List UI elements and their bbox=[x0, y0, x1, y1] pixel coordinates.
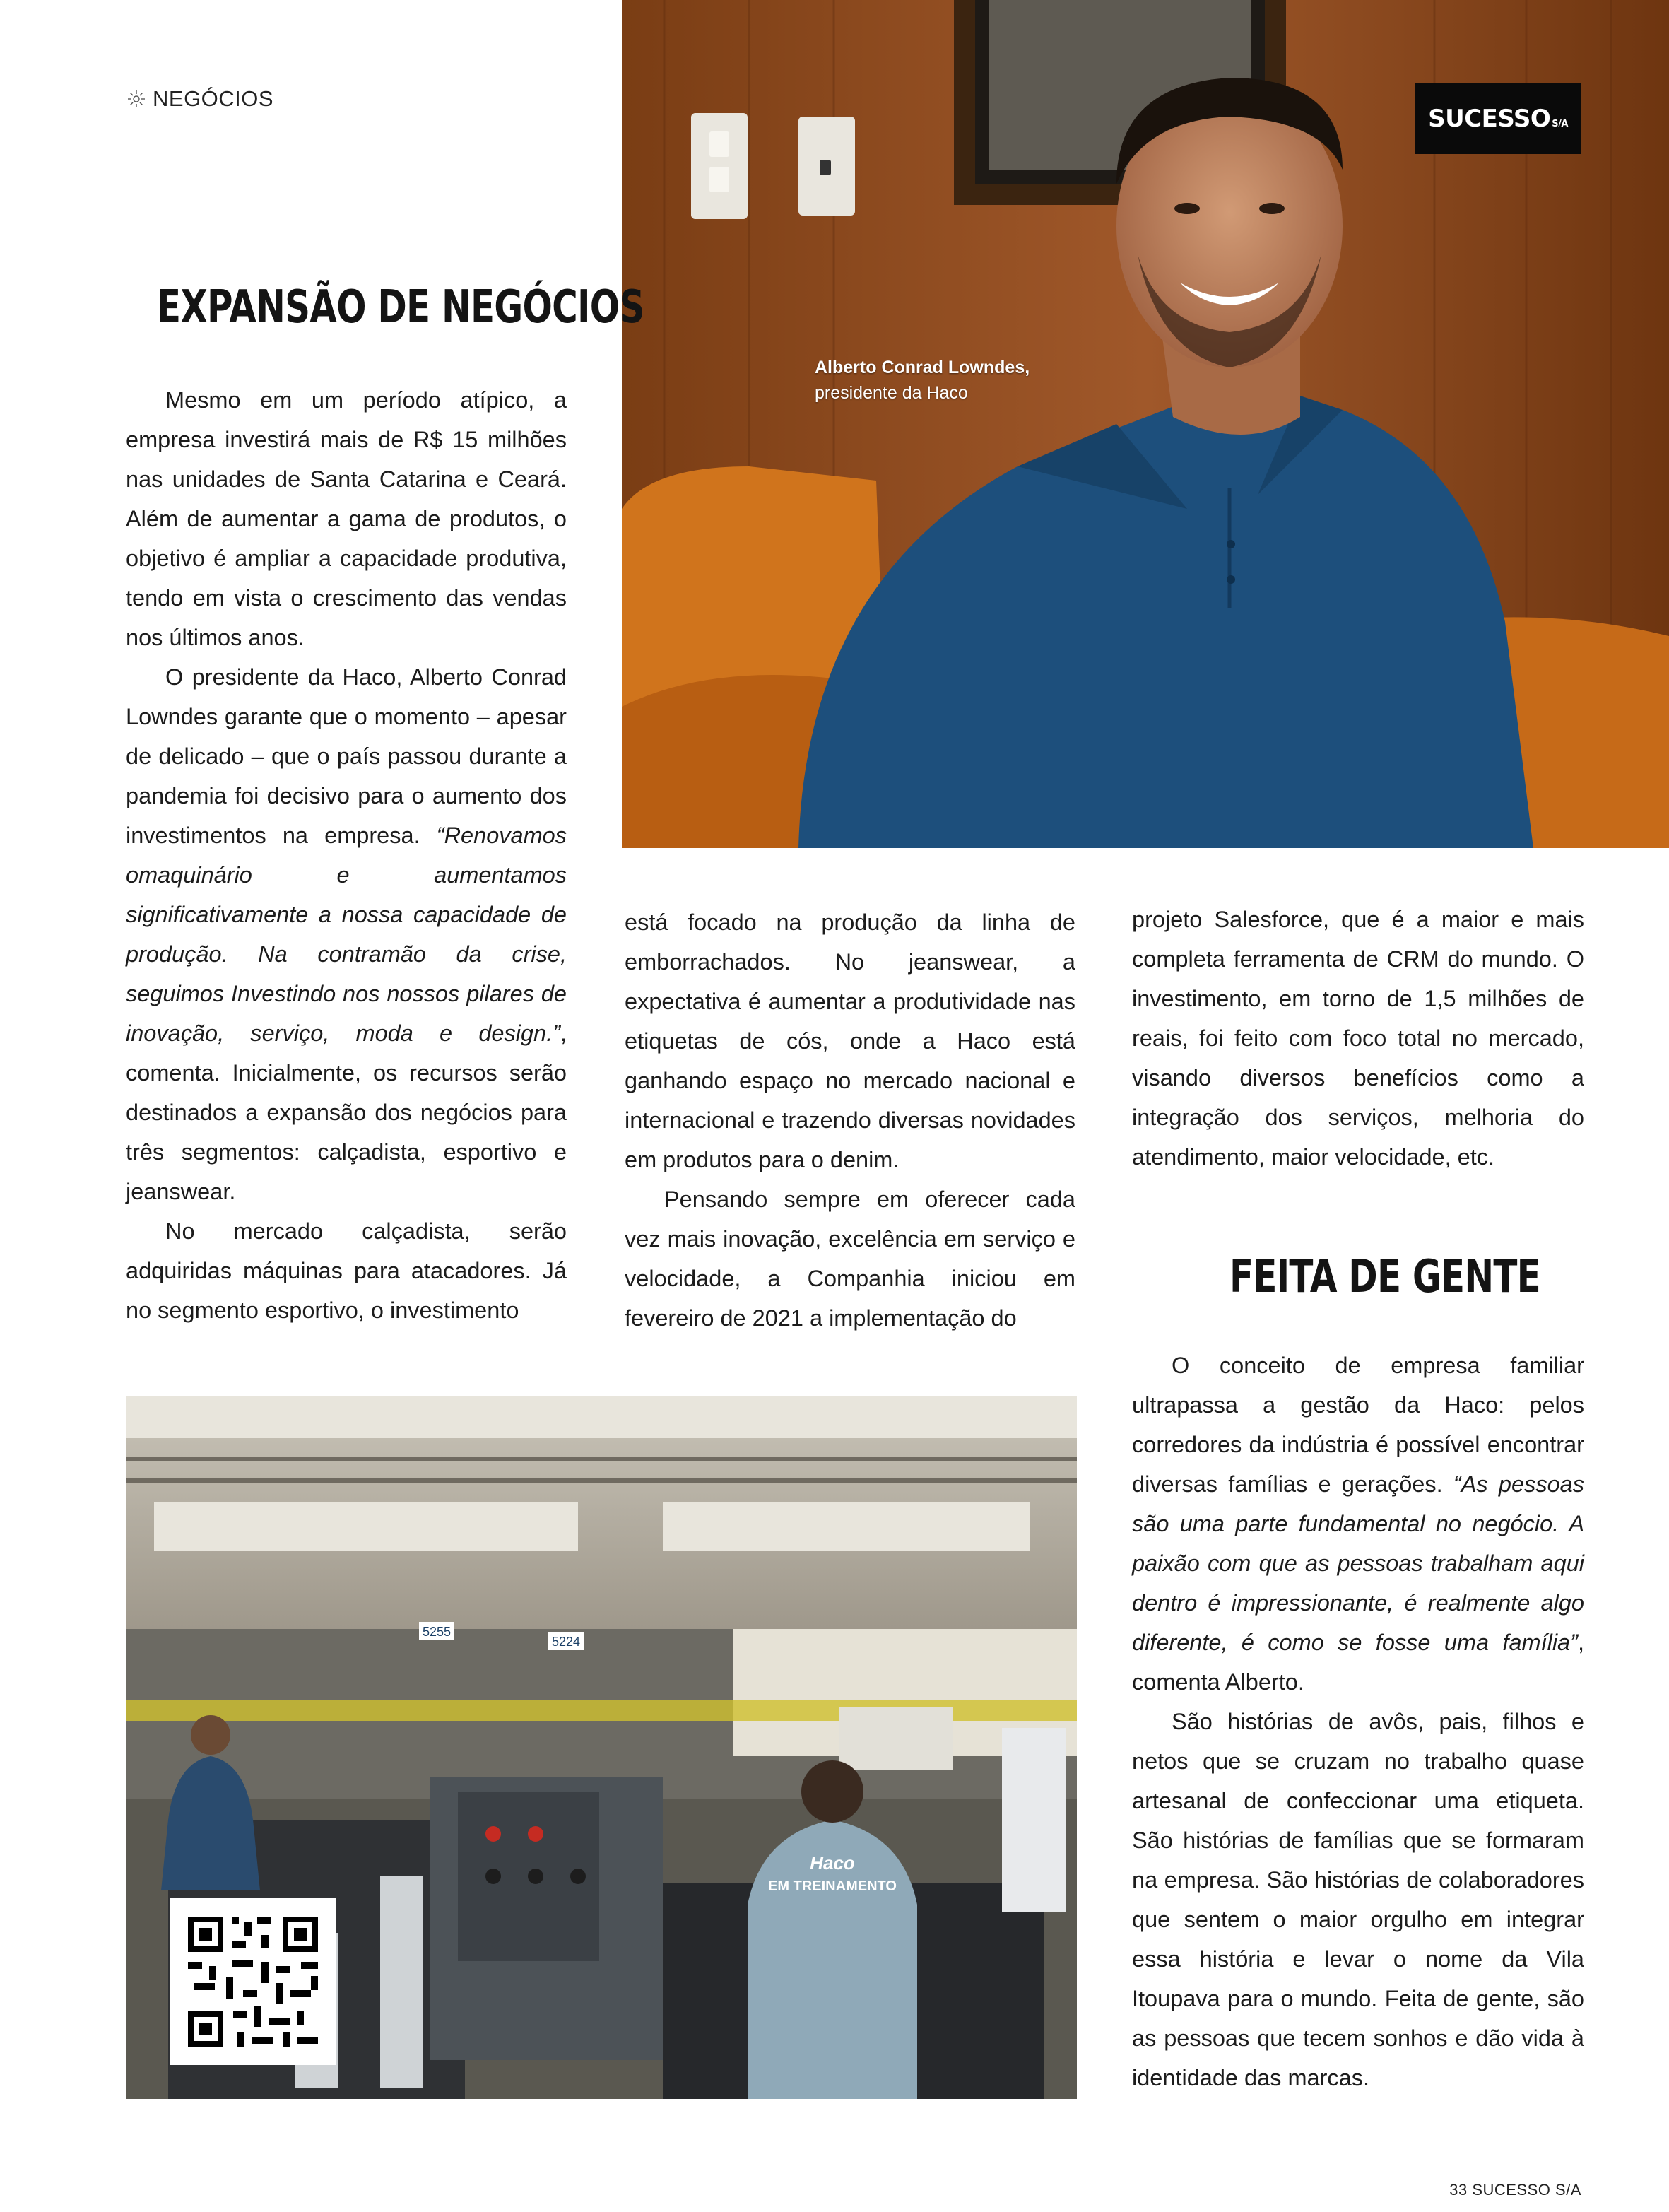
article1-quote: “Renovamos omaquinário e aumentamos significativamente a nossa capacidade de produção. Na contramão da crise, seguimos Investindo nos nossos pilares de inovação, serviço, moda e design.” bbox=[126, 823, 567, 1046]
article1-p2-lead: O presidente da Haco, Alberto Conrad Lowndes garante que o momento – apesar de delicado – que o país passou durante a pandemia foi decisivo para o aumento dos investimentos na empresa. bbox=[126, 664, 567, 848]
magazine-logo bbox=[1415, 83, 1581, 154]
article-column-2 bbox=[625, 902, 1075, 1338]
badge-text: EM TREINAMENTO bbox=[768, 1878, 897, 1894]
badge-brand: Haco bbox=[810, 1852, 855, 1873]
page-number: 33 SUCESSO S/A bbox=[1449, 2181, 1581, 2199]
caption-role: presidente da Haco bbox=[815, 383, 968, 403]
article1-p2-tail: , comenta. Inicialmente, os recursos serão destinados a expansão dos negócios para três segmentos: calçadista, esportivo e jeanswear. bbox=[126, 1020, 567, 1204]
logo-text: SUCESSO bbox=[1428, 105, 1551, 133]
article-column-1 bbox=[126, 380, 567, 1330]
article1-paragraph-6: projeto Salesforce, que é a maior e mais completa ferramenta de CRM do mundo. O investimento, em torno de 1,5 milhões de reais, foi feito com foco total no mercado, visando diversos benefícios como a integração dos serviços, melhoria do atendimento, maior velocidade, etc. bbox=[1132, 907, 1584, 1170]
article2-paragraph-1 bbox=[1132, 1346, 1584, 1702]
machine-tag-2: 5224 bbox=[552, 1635, 581, 1649]
sun-icon bbox=[127, 90, 146, 108]
article1-paragraph-5: Pensando sempre em oferecer cada vez mais inovação, excelência em serviço e velocidade, a Companhia iniciou em fevereiro de 2021 a implementação do bbox=[625, 1187, 1075, 1331]
machine-tag-1: 5255 bbox=[423, 1625, 452, 1639]
article2-p1-tail: , comenta Alberto. bbox=[1132, 1630, 1584, 1695]
qr-code-image bbox=[170, 1898, 336, 2065]
photo-caption bbox=[815, 355, 1030, 406]
article1-paragraph-1: Mesmo em um período atípico, a empresa investirá mais de R$ 15 milhões nas unidades de Santa Catarina e Ceará. Além de aumentar a gama de produtos, o objetivo é ampliar a capacidade produtiva, tendo em vista o crescimento das vendas nos últimos anos. bbox=[126, 387, 567, 650]
logo-suffix: S/A bbox=[1552, 118, 1568, 129]
article-column-3 bbox=[1132, 900, 1584, 1177]
article1-paragraph-4: está focado na produção da linha de emborrachados. No jeanswear, a expectativa é aumentar a produtividade nas etiquetas de cós, onde a Haco está ganhando espaço no mercado nacional e internacional e trazendo diversas novidades em produtos para o denim. bbox=[625, 910, 1075, 1172]
article2-p1-lead: O conceito de empresa familiar ultrapassa a gestão da Haco: pelos corredores da indústria é possível encontrar diversas famílias e gerações. bbox=[1132, 1353, 1584, 1497]
article1-paragraph-2 bbox=[126, 657, 567, 1211]
heading-feita-de-gente: FEITA DE GENTE bbox=[1229, 1251, 1540, 1303]
article2-quote: “As pessoas são uma parte fundamental no negócio. A paixão com que as pessoas trabalham aqui dentro é impressionante, é realmente algo diferente, é como se fosse uma família” bbox=[1132, 1471, 1584, 1655]
qr-code[interactable] bbox=[170, 1898, 336, 2065]
section-label: NEGÓCIOS bbox=[153, 86, 274, 111]
caption-name: Alberto Conrad Lowndes, bbox=[815, 358, 1030, 377]
article-column-3-bottom bbox=[1132, 1346, 1584, 2098]
article2-paragraph-2: São histórias de avôs, pais, filhos e netos que se cruzam no trabalho quase artesanal de confeccionar uma etiqueta. São histórias de famílias que se formaram na empresa. São histórias de colaboradores que sentem o maior orgulho em integrar essa história e levar o nome da Vila Itoupava para o mundo. Feita de gente, são as pessoas que tecem sonhos e dão vida à identidade das marcas. bbox=[1132, 1709, 1584, 2090]
article1-paragraph-3: No mercado calçadista, serão adquiridas máquinas para atacadores. Já no segmento esportivo, o investimento bbox=[126, 1218, 567, 1323]
heading-expansao: EXPANSÃO DE NEGÓCIOS bbox=[157, 281, 644, 334]
section-tag bbox=[127, 86, 273, 112]
